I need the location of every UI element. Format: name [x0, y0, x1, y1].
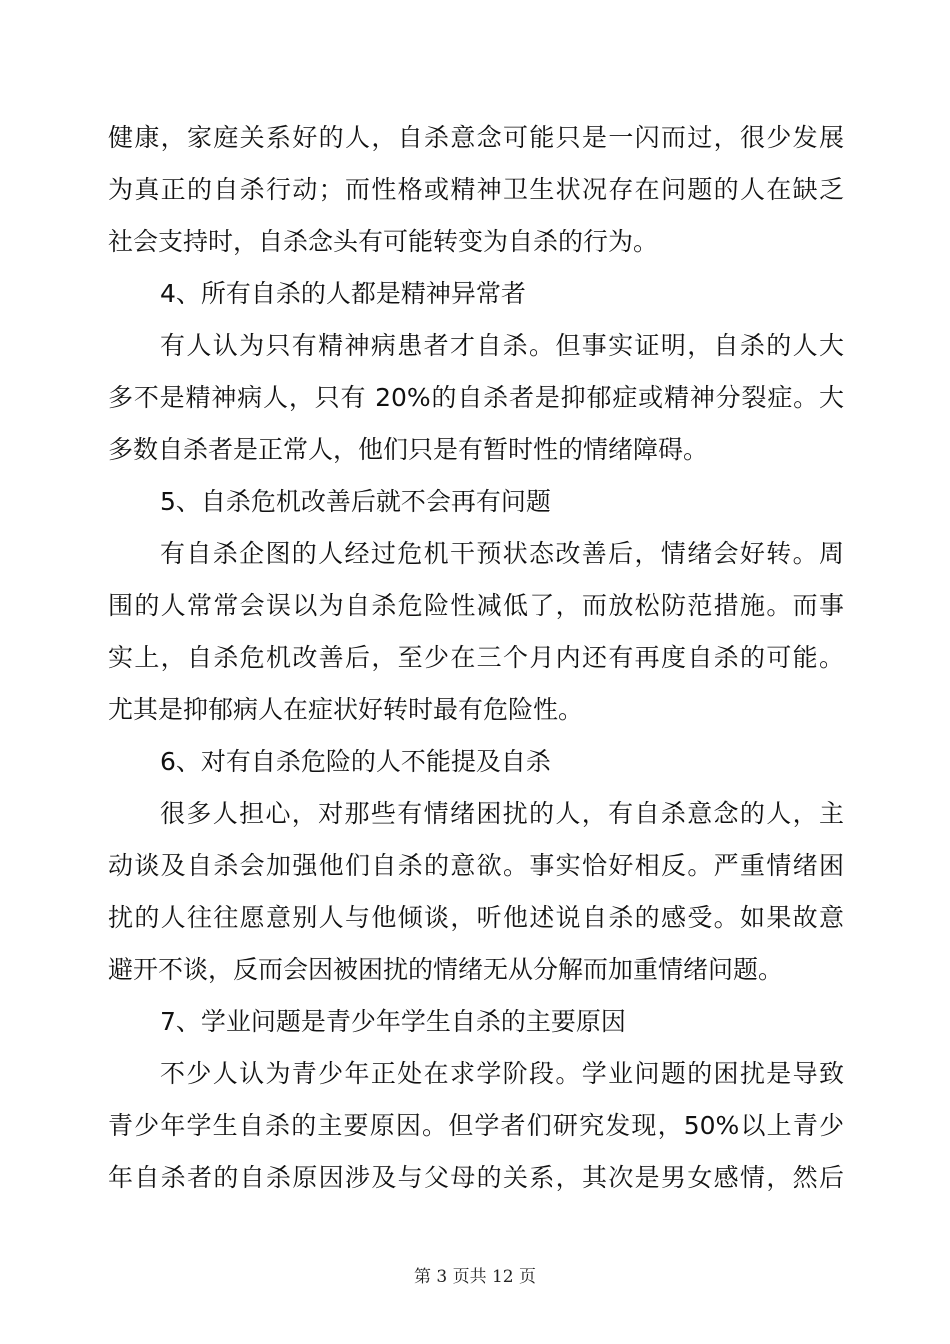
section-heading-5: 5、自杀危机改善后就不会再有问题	[160, 487, 551, 516]
page-number-footer: 第 3 页共 12 页	[413, 1267, 537, 1287]
section-heading-7: 7、学业问题是青少年学生自杀的主要原因	[160, 1007, 626, 1036]
paragraph-line: 有自杀企图的人经过危机干预状态改善后，情绪会好转。周	[160, 539, 844, 568]
paragraph-line: 多不是精神病人，只有 20%的自杀者是抑郁症或精神分裂症。大	[108, 383, 844, 412]
paragraph-line: 实上，自杀危机改善后，至少在三个月内还有再度自杀的可能。	[108, 643, 844, 672]
paragraph-line: 多数自杀者是正常人，他们只是有暂时性的情绪障碍。	[108, 435, 709, 464]
paragraph-line: 社会支持时，自杀念头有可能转变为自杀的行为。	[108, 227, 659, 256]
paragraph-line: 扰的人往往愿意别人与他倾谈，听他述说自杀的感受。如果故意	[108, 903, 844, 932]
paragraph-line: 有人认为只有精神病患者才自杀。但事实证明，自杀的人大	[160, 331, 844, 360]
paragraph-line: 避开不谈，反而会因被困扰的情绪无从分解而加重情绪问题。	[108, 955, 784, 984]
paragraph-line: 不少人认为青少年正处在求学阶段。学业问题的困扰是导致	[160, 1059, 844, 1088]
section-heading-4: 4、所有自杀的人都是精神异常者	[160, 279, 526, 308]
body-text	[108, 112, 844, 1204]
section-heading-6: 6、对有自杀危险的人不能提及自杀	[160, 747, 551, 776]
paragraph-line: 很多人担心，对那些有情绪困扰的人，有自杀意念的人，主	[160, 799, 844, 828]
paragraph-line: 尤其是抑郁病人在症状好转时最有危险性。	[108, 695, 584, 724]
paragraph-line: 为真正的自杀行动；而性格或精神卫生状况存在问题的人在缺乏	[108, 175, 844, 204]
paragraph-line: 年自杀者的自杀原因涉及与父母的关系，其次是男女感情，然后	[108, 1163, 844, 1192]
paragraph-line: 围的人常常会误以为自杀危险性减低了，而放松防范措施。而事	[108, 591, 844, 620]
paragraph-line: 青少年学生自杀的主要原因。但学者们研究发现，50%以上青少	[108, 1111, 844, 1140]
paragraph-line: 动谈及自杀会加强他们自杀的意欲。事实恰好相反。严重情绪困	[108, 851, 844, 880]
paragraph-line: 健康，家庭关系好的人，自杀意念可能只是一闪而过，很少发展	[108, 123, 844, 152]
